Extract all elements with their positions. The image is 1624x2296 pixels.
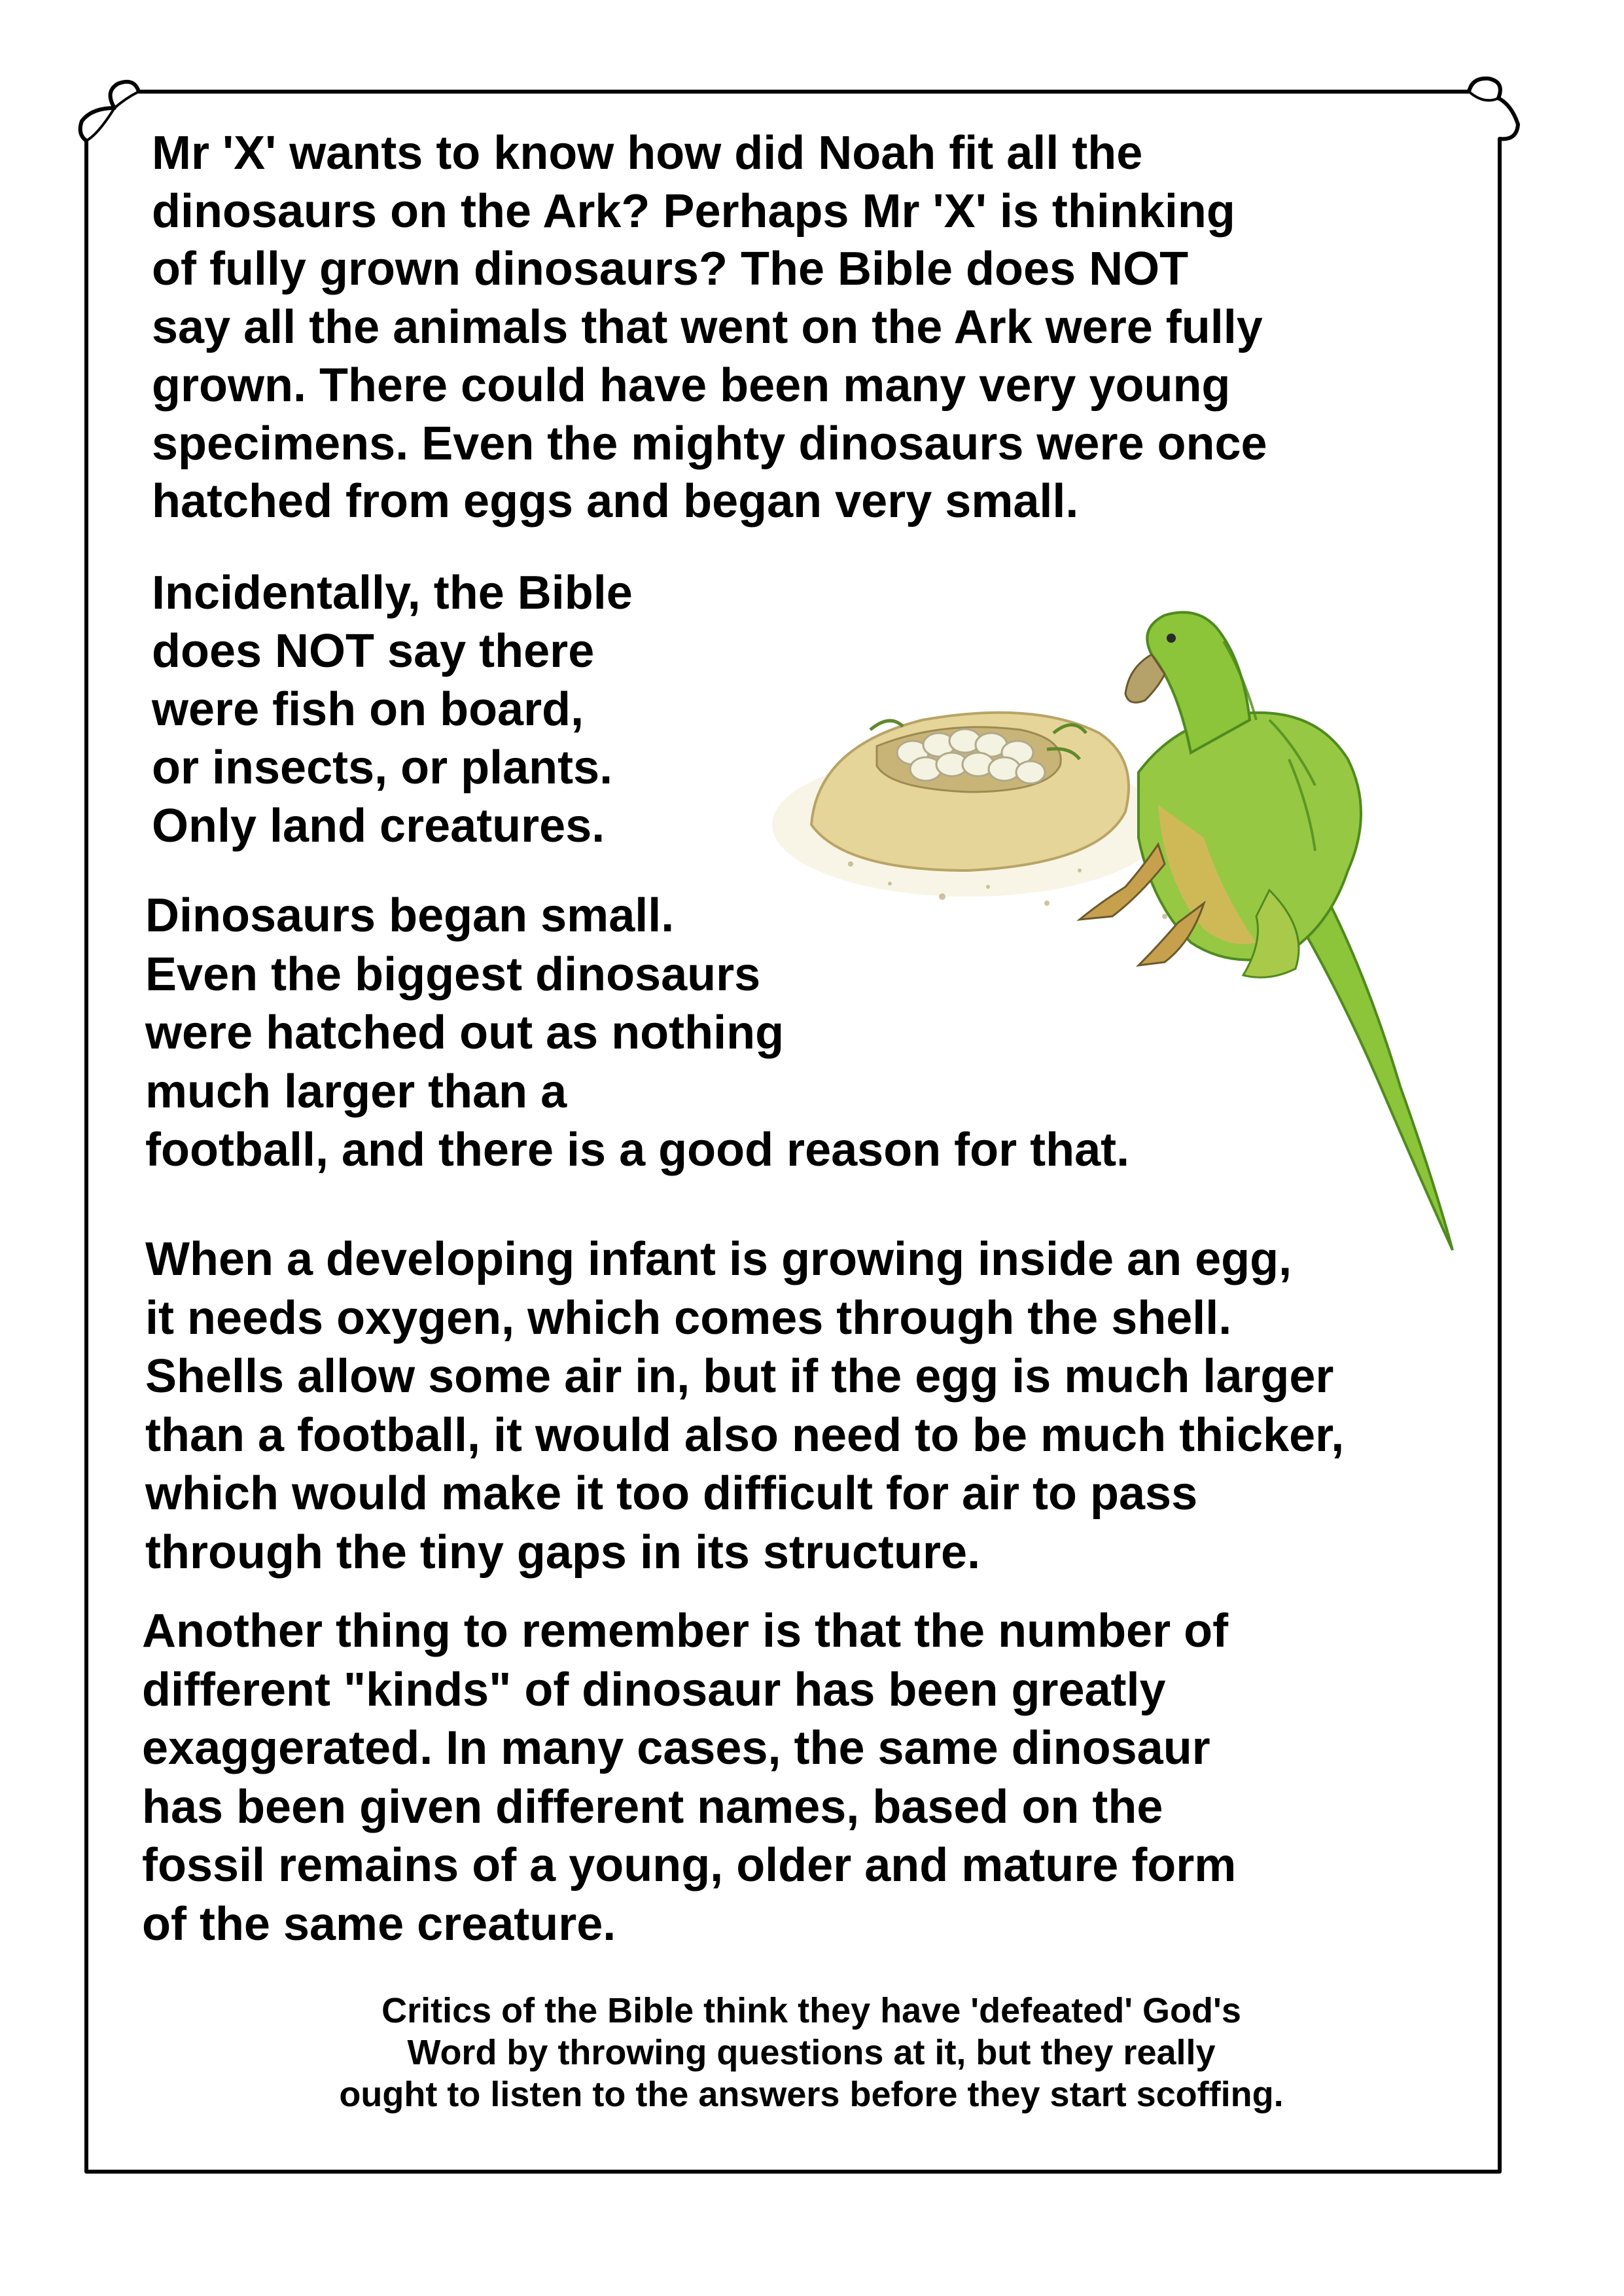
text-line: football, and there is a good reason for that. [145, 1124, 1130, 1176]
text-line: were fish on board, [152, 683, 584, 736]
text-line: fossil remains of a young, older and mature form [142, 1839, 1237, 1892]
text-line: does NOT say there [152, 625, 595, 677]
text-line: Incidentally, the Bible [152, 567, 633, 619]
text-line: through the tiny gaps in its structure. [145, 1526, 981, 1579]
text-line: Dinosaurs began small. [145, 889, 675, 942]
text-line: hatched from eggs and began very small. [152, 475, 1079, 528]
text-line: of the same creature. [142, 1897, 616, 1950]
text-line: Another thing to remember is that the number of [142, 1605, 1229, 1657]
land-creatures-paragraph [152, 564, 633, 855]
text-line: Shells allow some air in, but if the egg is much larger [145, 1350, 1334, 1403]
text-line: or insects, or plants. [152, 742, 613, 794]
text-line: Only land creatures. [152, 800, 605, 852]
intro-paragraph [152, 124, 1267, 531]
text-line: When a developing infant is growing inside an egg, [145, 1233, 1292, 1285]
text-line: Critics of the Bible think they have 'defeated' God's [381, 1991, 1241, 2030]
text-line: which would make it too difficult for air to pass [145, 1467, 1198, 1520]
text-line: has been given different names, based on the [142, 1780, 1163, 1833]
text-line: than a football, it would also need to be much thicker, [145, 1408, 1345, 1462]
text-line: ought to listen to the answers before they start scoffing. [339, 2075, 1284, 2114]
text-line: dinosaurs on the Ark? Perhaps Mr 'X' is thinking [152, 185, 1235, 238]
text-line: Mr 'X' wants to know how did Noah fit all the [152, 127, 1143, 179]
text-line: much larger than a [145, 1065, 567, 1118]
text-line: it needs oxygen, which comes through the shell. [145, 1291, 1232, 1344]
egg-oxygen-paragraph [145, 1230, 1344, 1582]
text-line: Even the biggest dinosaurs [145, 948, 761, 1001]
text-line: specimens. Even the mighty dinosaurs were once [152, 417, 1267, 470]
dinosaur-kinds-paragraph [142, 1602, 1236, 1954]
dinosaur-with-egg-nest-icon [772, 589, 1511, 1263]
text-line: of fully grown dinosaurs? The Bible does NOT [152, 243, 1189, 296]
text-line: grown. There could have been many very young [152, 359, 1231, 412]
text-line: Word by throwing questions at it, but they really [407, 2033, 1216, 2072]
text-line: say all the animals that went on the Ark were fully [152, 301, 1263, 354]
closing-note [196, 1990, 1426, 2115]
text-line: exaggerated. In many cases, the same dinosaur [142, 1722, 1210, 1774]
text-line: different "kinds" of dinosaur has been greatly [142, 1663, 1166, 1716]
text-line: were hatched out as nothing [145, 1007, 785, 1059]
